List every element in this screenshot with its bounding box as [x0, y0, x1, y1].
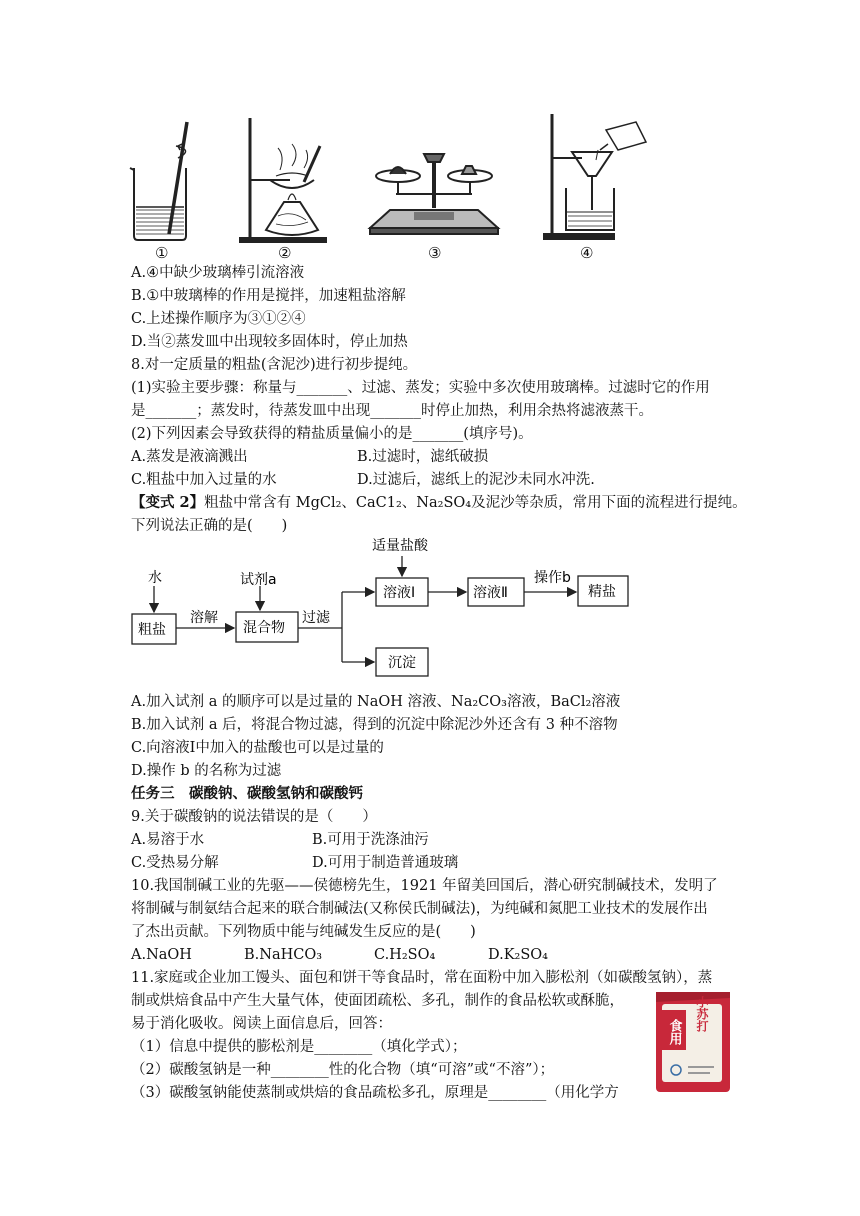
variant2-stem-text: 粗盐中常含有 MgCl₂、CaC1₂、Na₂SO₄及泥沙等杂质，常用下面的流程进行提纯。	[204, 495, 747, 511]
balance-figure	[370, 154, 498, 234]
q7-option-a: A.④中缺少玻璃棒引流溶液	[131, 265, 305, 281]
q10-line2: 将制碱与制氨结合起来的联合制碱法(又称侯氏制碱法)，为纯碱和氮肥工业技术的发展作出	[131, 901, 708, 917]
apparatus-figures	[120, 100, 660, 262]
apparatus-label-3: ③	[428, 244, 442, 262]
task3-title: 任务三 碳酸钠、碳酸氢钠和碳酸钙	[131, 785, 363, 802]
q10-option-c: C.H₂SO₄	[374, 947, 436, 963]
q7-option-d: D.当②蒸发皿中出现较多固体时，停止加热	[131, 334, 408, 350]
q11-part1: （1）信息中提供的膨松剂是________（填化学式）；	[131, 1039, 467, 1055]
apparatus-label-2: ②	[278, 244, 292, 262]
bag-text-shiyong: 食用	[666, 1019, 682, 1045]
q8-option-c: C.粗盐中加入过量的水	[131, 472, 277, 488]
flow-mixture: 混合物	[243, 620, 285, 636]
variant2-option-c: C.向溶液Ⅰ中加入的盐酸也可以是过量的	[131, 740, 384, 756]
flow-filter: 过滤	[302, 610, 330, 626]
variant2-stem-line2: 下列说法正确的是( )	[131, 518, 288, 534]
q11-part2: （2）碳酸氢钠是一种________性的化合物（填“可溶”或“不溶”）；	[131, 1062, 555, 1078]
q8-part1-line1: (1)实验主要步骤：称量与_______、过滤、蒸发；实验中多次使用玻璃棒。过滤时它的作用	[131, 380, 710, 396]
q9-option-c: C.受热易分解	[131, 855, 219, 871]
apparatus-label-4: ④	[580, 244, 594, 262]
filtration-figure	[544, 114, 646, 239]
beaker-stirring-figure	[130, 122, 187, 240]
q10-option-b: B.NaHCO₃	[244, 947, 323, 963]
variant2-option-d: D.操作 b 的名称为过滤	[131, 763, 282, 779]
q8-stem: 8.对一定质量的粗盐(含泥沙)进行初步提纯。	[131, 357, 418, 373]
flow-hcl: 适量盐酸	[372, 538, 428, 554]
q11-line3: 易于消化吸收。阅读上面信息后，回答：	[131, 1016, 392, 1032]
flow-precipitate: 沉淀	[388, 655, 416, 671]
flow-refined-salt: 精盐	[588, 584, 616, 600]
q8-option-d: D.过滤后，滤纸上的泥沙未同水冲洗.	[357, 472, 595, 488]
q11-line1: 11.家庭或企业加工馒头、面包和饼干等食品时，常在面粉中加入膨松剂（如碳酸氢钠），蒸	[131, 970, 713, 986]
purification-flowchart	[128, 534, 638, 684]
q7-option-b: B.①中玻璃棒的作用是搅拌，加速粗盐溶解	[131, 288, 406, 304]
bag-text-xiaosuda: 小苏打	[695, 996, 709, 1032]
q8-option-b: B.过滤时，滤纸破损	[357, 449, 489, 465]
baking-soda-bag-image	[654, 990, 732, 1094]
q11-part3: （3）碳酸氢钠能使蒸制或烘焙的食品疏松多孔，原理是________（用化学方	[131, 1085, 619, 1101]
q10-line1: 10.我国制碱工业的先驱——侯德榜先生，1921 年留美回国后，潜心研究制碱技术，发明了	[131, 878, 718, 894]
flow-dissolve: 溶解	[190, 610, 218, 626]
flow-water: 水	[148, 570, 162, 586]
variant2-stem-line1	[131, 493, 747, 513]
q10-option-d: D.K₂SO₄	[488, 947, 548, 963]
evaporation-figure	[240, 118, 326, 242]
q8-part2: (2)下列因素会导致获得的精盐质量偏小的是_______(填序号)。	[131, 426, 533, 442]
variant2-option-a: A.加入试剂 a 的顺序可以是过量的 NaOH 溶液、Na₂CO₃溶液，BaCl₂溶液	[131, 694, 621, 710]
flow-operation-b: 操作b	[534, 570, 571, 586]
q8-part1-line2: 是_______；蒸发时，待蒸发皿中出现_______时停止加热，利用余热将滤液蒸干。	[131, 403, 653, 419]
flow-solution-2: 溶液Ⅱ	[473, 585, 508, 601]
q10-line3: 了杰出贡献。下列物质中能与纯碱发生反应的是( )	[131, 924, 476, 940]
variant2-tag: 【变式 2】	[131, 494, 205, 511]
flow-solution-1: 溶液Ⅰ	[383, 585, 416, 601]
variant2-option-b: B.加入试剂 a 后，将混合物过滤，得到的沉淀中除泥沙外还含有 3 种不溶物	[131, 717, 618, 733]
flow-reagent-a: 试剂a	[240, 572, 277, 588]
q9-option-a: A.易溶于水	[131, 832, 205, 848]
apparatus-label-1: ①	[155, 244, 169, 262]
q8-option-a: A.蒸发是液滴溅出	[131, 449, 248, 465]
q7-option-c: C.上述操作顺序为③①②④	[131, 311, 306, 327]
q10-option-a: A.NaOH	[131, 947, 192, 963]
q9-option-d: D.可用于制造普通玻璃	[312, 855, 459, 871]
q9-option-b: B.可用于洗涤油污	[312, 832, 429, 848]
q11-line2: 制或烘焙食品中产生大量气体，使面团疏松、多孔，制作的食品松软或酥脆，	[131, 993, 624, 1009]
flow-crude-salt: 粗盐	[138, 622, 166, 638]
q9-stem: 9.关于碳酸钠的说法错误的是（ ）	[131, 809, 377, 825]
